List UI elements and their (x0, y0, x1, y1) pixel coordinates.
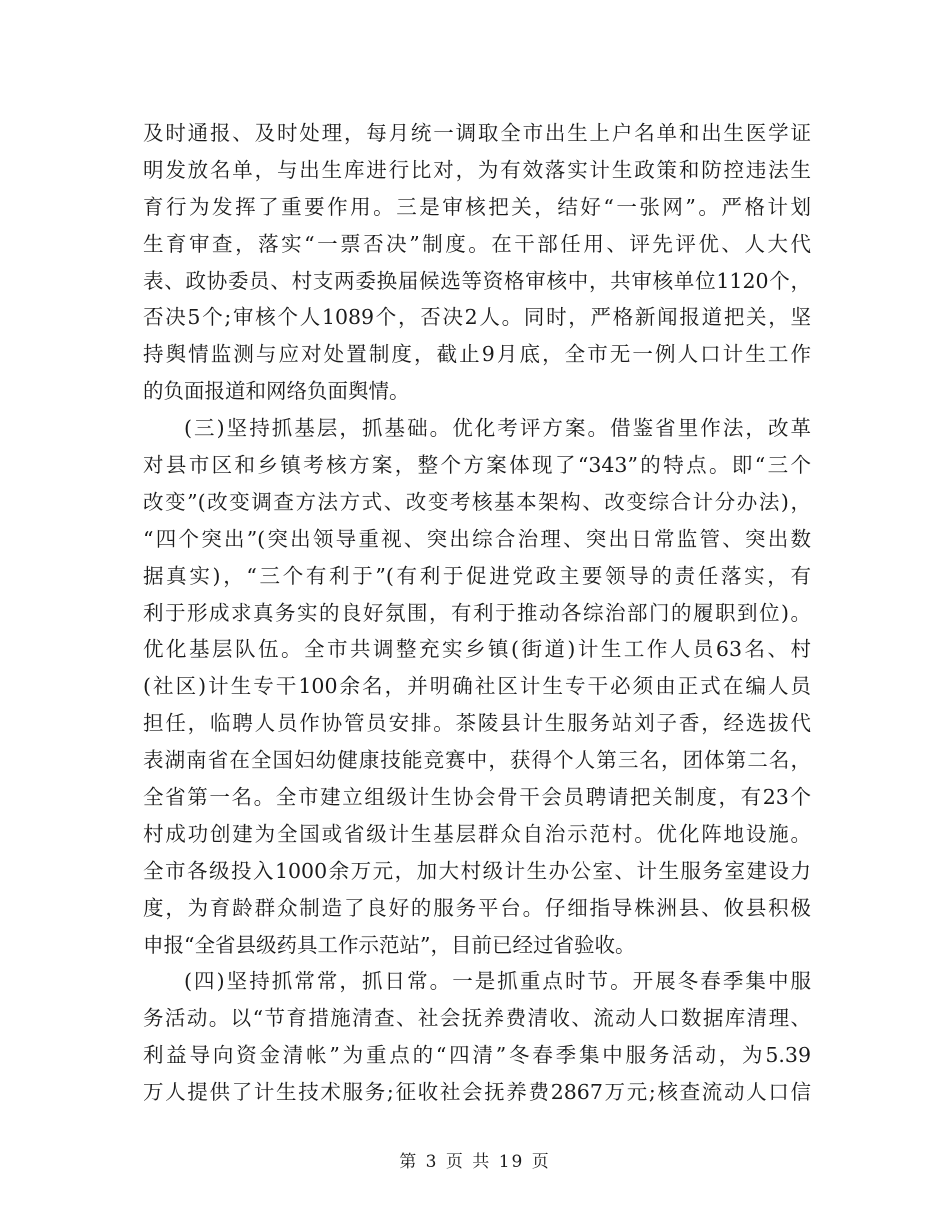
text-line: 明发放名单，与出生库进行比对，为有效落实计生政策和防控违法生 (143, 157, 811, 182)
text-line: 申报“全省县级药具工作示范站”，目前已经过省验收。 (143, 932, 636, 957)
text-line: 表湖南省在全国妇幼健康技能竞赛中，获得个人第三名，团体第二名， (143, 748, 811, 773)
text-line: 否决5个;审核个人1089个，否决2人。同时，严格新闻报道把关，坚 (143, 305, 811, 330)
text-line: 度，为育龄群众制造了良好的服务平台。仔细指导株洲县、攸县积极 (143, 895, 811, 920)
text-line: 持舆情监测与应对处置制度，截止9月底，全市无一例人口计生工作 (143, 342, 811, 367)
text-line: 对县市区和乡镇考核方案，整个方案体现了“343”的特点。即“三个 (143, 453, 811, 478)
document-body (143, 115, 811, 1111)
text-line: 利益导向资金清帐”为重点的“四清”冬春季集中服务活动，为5.39 (143, 1043, 811, 1068)
text-line: (社区)计生专干100余名，并明确社区计生专干必须由正式在编人员 (143, 674, 811, 699)
text-line: 据真实)，“三个有利于”(有利于促进党政主要领导的责任落实，有 (143, 563, 811, 588)
text-line: (三)坚持抓基层，抓基础。优化考评方案。借鉴省里作法，改革 (184, 416, 811, 441)
page-footer (0, 1150, 950, 1174)
text-line: “四个突出”(突出领导重视、突出综合治理、突出日常监管、突出数 (143, 526, 811, 551)
text-line: 村成功创建为全国或省级计生基层群众自治示范村。优化阵地设施。 (143, 821, 811, 846)
text-line: 利于形成求真务实的良好氛围，有利于推动各综治部门的履职到位)。 (143, 600, 811, 625)
text-line: 优化基层队伍。全市共调整充实乡镇(街道)计生工作人员63名、村 (143, 637, 811, 662)
page-number-label: 第 3 页 共 19 页 (399, 1152, 551, 1172)
text-line: 表、政协委员、村支两委换届候选等资格审核中，共审核单位1120个， (143, 268, 811, 293)
text-line: 改变”(改变调查方法方式、改变考核基本架构、改变综合计分办法)， (143, 489, 811, 514)
text-line: 万人提供了计生技术服务;征收社会抚养费2867万元;核查流动人口信 (143, 1080, 811, 1105)
text-line: 全省第一名。全市建立组级计生协会骨干会员聘请把关制度，有23个 (143, 785, 811, 810)
text-line: 生育审查，落实“一票否决”制度。在干部任用、评先评优、人大代 (143, 231, 811, 256)
text-line: 全市各级投入1000余万元，加大村级计生办公室、计生服务室建设力 (143, 858, 811, 883)
text-line: 担任，临聘人员作协管员安排。茶陵县计生服务站刘子香，经选拔代 (143, 711, 811, 736)
text-line: 育行为发挥了重要作用。三是审核把关，结好“一张网”。严格计划 (143, 194, 811, 219)
text-line: 及时通报、及时处理，每月统一调取全市出生上户名单和出生医学证 (143, 121, 811, 145)
text-line: 的负面报道和网络负面舆情。 (143, 379, 410, 404)
text-line: 务活动。以“节育措施清查、社会抚养费清收、流动人口数据库清理、 (143, 1006, 811, 1031)
text-line: (四)坚持抓常常，抓日常。一是抓重点时节。开展冬春季集中服 (184, 969, 811, 994)
